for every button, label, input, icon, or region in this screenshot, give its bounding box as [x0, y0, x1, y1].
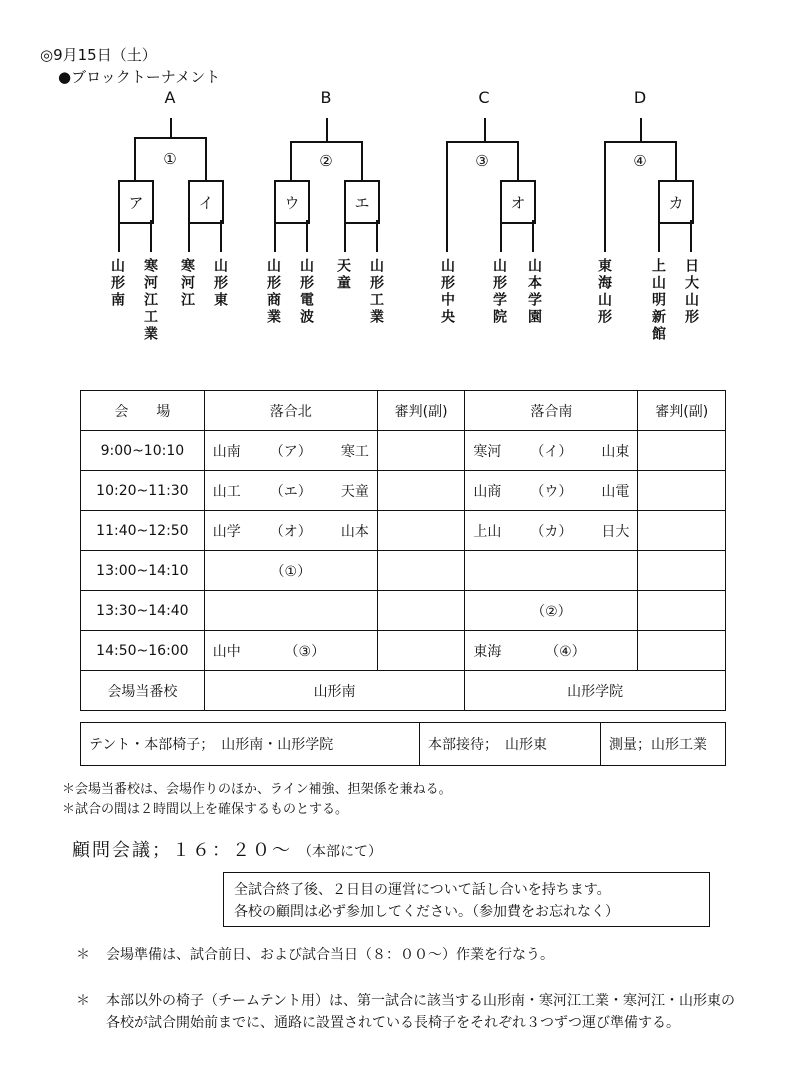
- section-heading: ●ブロックトーナメント: [58, 68, 221, 86]
- schedule-table: [80, 390, 726, 711]
- team-name: 東海山形: [596, 258, 612, 326]
- reception-assignment: 本部接待； 山形東: [420, 723, 601, 765]
- duty-label: 会場当番校: [81, 671, 205, 711]
- match-team: 上山: [473, 523, 502, 540]
- match-team: 山中: [212, 643, 241, 660]
- date-heading: ◎9月15日（土）: [40, 46, 157, 64]
- table-header-row: [81, 391, 726, 431]
- game-box-i: イ: [188, 180, 224, 224]
- team-name: 山本学園: [526, 258, 542, 326]
- meeting-place: （本部にて）: [298, 844, 382, 860]
- assignment-row: [80, 722, 726, 766]
- game-box-u: ウ: [274, 180, 310, 224]
- match-game: （ア）: [269, 443, 312, 460]
- final-game-1: ①: [158, 150, 182, 168]
- block-label-b: B: [320, 88, 332, 107]
- meeting-box: [223, 872, 710, 927]
- tournament-bracket: [0, 0, 809, 380]
- match-team: 寒工: [340, 443, 369, 460]
- referee-header: 審判(副): [638, 391, 726, 431]
- match-team: 天童: [340, 483, 369, 500]
- match-team: 山学: [212, 523, 241, 540]
- match-team: 寒河: [473, 443, 502, 460]
- team-name: 寒河江工業: [142, 258, 158, 343]
- game-box-e: エ: [344, 180, 380, 224]
- team-name: 山形商業: [265, 258, 281, 326]
- match-game: （カ）: [530, 523, 573, 540]
- table-row: [81, 551, 726, 591]
- game-box-a: ア: [118, 180, 154, 224]
- final-game-4: ④: [628, 152, 652, 170]
- bullet-text: 本部以外の椅子（チームテント用）は、第一試合に該当する山形南・寒河江工業・寒河江・山形東の各校が試合開始前までに、通路に設置されている長椅子をそれぞれ３つずつ運び準備する。: [106, 993, 736, 1031]
- bullet-text: 会場準備は、試合前日、および試合当日（８：００～）作業を行なう。: [106, 947, 554, 963]
- tent-assignment: テント・本部椅子； 山形南・山形学院: [81, 723, 420, 765]
- team-name: 上山明新館: [650, 258, 666, 343]
- match-game: （④）: [545, 643, 586, 660]
- time-slot: 13:30~14:40: [81, 591, 205, 631]
- match-game: （オ）: [269, 523, 312, 540]
- match-game: （エ）: [269, 483, 312, 500]
- team-name: 寒河江: [179, 258, 195, 309]
- venue-header: 会 場: [81, 391, 205, 431]
- meeting-box-line: 全試合終了後、２日目の運営について話し合いを持ちます。: [234, 882, 611, 898]
- time-slot: 13:00~14:10: [81, 551, 205, 591]
- match-team: 山工: [212, 483, 241, 500]
- bullet-mark: ＊: [76, 993, 90, 1009]
- team-name: 山形学院: [491, 258, 507, 326]
- match-team: 東海: [473, 643, 502, 660]
- block-label-d: D: [633, 88, 647, 107]
- bullet-mark: ＊: [76, 947, 90, 963]
- team-name: 山形中央: [439, 258, 455, 326]
- team-name: 山形南: [109, 258, 125, 309]
- note-line: ＊会場当番校は、会場作りのほか、ライン補強、担架係を兼ねる。: [62, 782, 452, 797]
- table-row: [81, 591, 726, 631]
- measure-assignment: 測量；山形工業: [609, 737, 707, 753]
- final-game-2: ②: [314, 152, 338, 170]
- team-name: 山形電波: [298, 258, 314, 326]
- block-label-a: A: [164, 88, 176, 107]
- note-line: ＊試合の間は２時間以上を確保するものとする。: [62, 802, 349, 817]
- game-box-ka: カ: [658, 180, 694, 224]
- time-slot: 10:20~11:30: [81, 471, 205, 511]
- game-box-o: オ: [500, 180, 536, 224]
- duty-north: 山形南: [204, 671, 465, 711]
- match-team: 日大: [601, 523, 630, 540]
- table-row: [81, 631, 726, 671]
- match-game: （イ）: [530, 443, 573, 460]
- time-slot: 14:50~16:00: [81, 631, 205, 671]
- block-label-c: C: [478, 88, 490, 107]
- match-game: （①）: [270, 563, 312, 580]
- table-row: [81, 471, 726, 511]
- meeting-box-line: 各校の顧問は必ず参加してください。（参加費をお忘れなく）: [234, 904, 619, 920]
- table-row: [81, 511, 726, 551]
- match-team: 山本: [340, 523, 369, 540]
- time-slot: 9:00~10:10: [81, 431, 205, 471]
- match-team: 山商: [473, 483, 502, 500]
- north-venue-header: 落合北: [204, 391, 377, 431]
- south-venue-header: 落合南: [465, 391, 638, 431]
- match-game: （②）: [531, 603, 572, 620]
- match-team: 山南: [212, 443, 241, 460]
- referee-header: 審判(副): [377, 391, 465, 431]
- team-name: 日大山形: [683, 258, 699, 326]
- match-game: （ウ）: [530, 483, 573, 500]
- match-team: 山電: [601, 483, 630, 500]
- match-game: （③）: [284, 643, 326, 660]
- team-name: 天童: [335, 258, 351, 292]
- duty-south: 山形学院: [465, 671, 726, 711]
- team-name: 山形東: [212, 258, 228, 309]
- final-game-3: ③: [470, 152, 494, 170]
- meeting-title: 顧問会議；１６：２０～: [72, 840, 292, 861]
- time-slot: 11:40~12:50: [81, 511, 205, 551]
- duty-row: [81, 671, 726, 711]
- match-team: 山東: [601, 443, 630, 460]
- table-row: [81, 431, 726, 471]
- team-name: 山形工業: [368, 258, 384, 326]
